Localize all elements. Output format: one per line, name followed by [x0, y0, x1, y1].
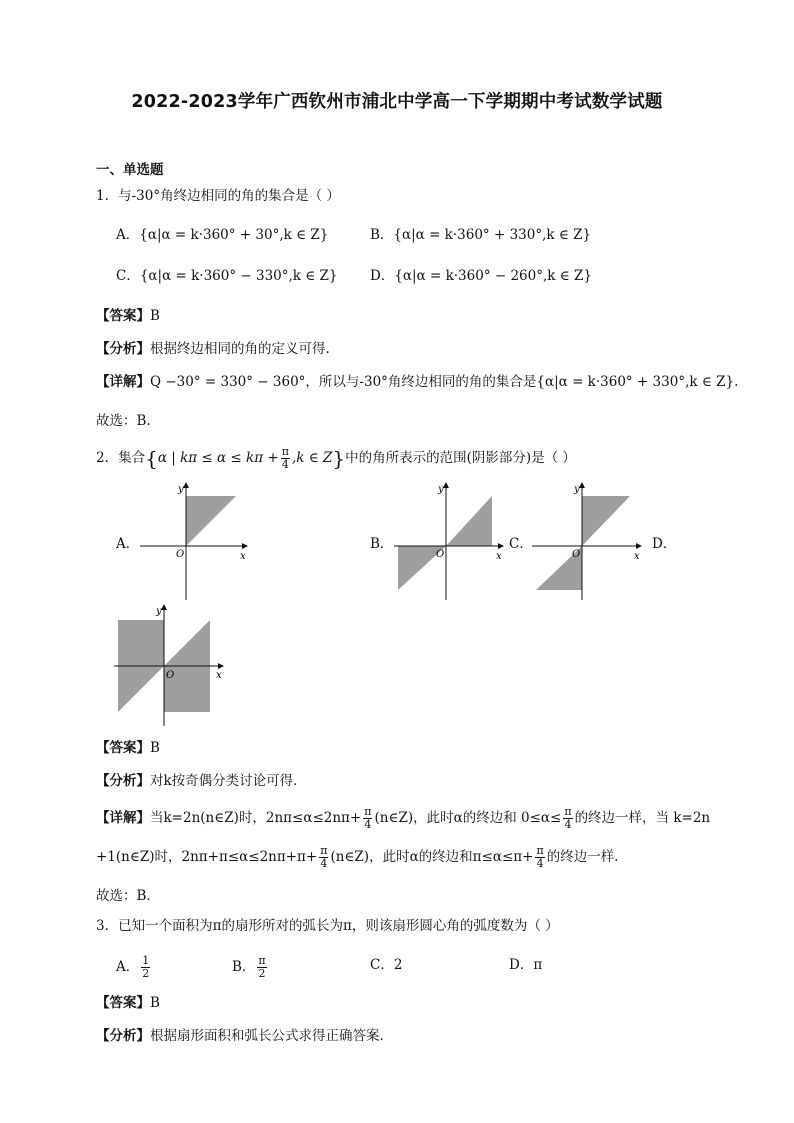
analysis-text: 对k按奇偶分类讨论可得．	[150, 773, 307, 789]
q3-analysis-line	[96, 1026, 384, 1046]
graph-d	[112, 602, 236, 730]
analysis-tag: 【分析】	[96, 1028, 150, 1044]
q2-detail-line-2	[96, 845, 628, 870]
q2-stem	[96, 446, 576, 471]
graph-a	[134, 480, 254, 604]
q2-stem-prefix: 2．集合	[96, 450, 146, 466]
left-brace: {	[145, 446, 158, 471]
y-label: y	[156, 606, 162, 617]
graph-b	[392, 480, 512, 604]
detail-tag: 【详解】	[96, 374, 150, 390]
q2-answer-line	[96, 738, 160, 758]
origin-label: O	[176, 549, 185, 560]
origin-label: O	[572, 549, 581, 560]
x-label: x	[634, 551, 640, 562]
q3-option-c: C．2	[370, 957, 403, 973]
fraction-pi-over-4: $\frac{\pi}{4}$	[564, 805, 572, 831]
q3-option-a: A． $\frac{1}{2}$	[116, 954, 150, 980]
analysis-tag: 【分析】	[96, 341, 150, 357]
q1-answer-line	[96, 306, 160, 326]
fraction-pi-over-4: $\frac{\pi}{4}$	[536, 844, 544, 870]
q1-stem: 1．与-30°角终边相同的角的集合是（ ）	[96, 188, 340, 204]
y-label: y	[574, 484, 580, 495]
q3-stem: 3．已知一个面积为π的扇形所对的弧长为π，则该扇形圆心角的弧度数为（ ）	[96, 918, 559, 934]
graph-c	[530, 480, 650, 604]
y-label: y	[178, 484, 184, 495]
q2-set-fraction: $\frac{\pi}{4}$	[281, 445, 289, 471]
shaded-region-upper	[446, 496, 492, 546]
analysis-tag: 【分析】	[96, 773, 150, 789]
q3-option-d: D．π	[509, 957, 543, 973]
x-label: x	[496, 551, 502, 562]
answer-tag: 【答案】	[96, 995, 150, 1011]
fraction-pi-over-2: $\frac{\pi}{2}$	[258, 954, 266, 980]
q3-option-b: B． $\frac{\pi}{2}$	[232, 954, 266, 980]
q1-choose-line: 故选：B.	[96, 413, 151, 429]
q2-analysis-line	[96, 771, 307, 791]
detail-text-1a: 当k=2n(n∈Z)时，2nπ≤α≤2nπ+	[150, 810, 362, 826]
shaded-upper-left	[118, 620, 164, 666]
x-arrow	[242, 543, 248, 549]
x-label: x	[240, 551, 246, 562]
origin-label: O	[436, 549, 445, 560]
x-label: x	[216, 670, 222, 681]
q1-analysis-line	[96, 339, 330, 359]
y-arrow	[579, 482, 585, 488]
q2-label-b: B．	[370, 536, 394, 552]
y-label: y	[438, 484, 444, 495]
answer-tag: 【答案】	[96, 308, 150, 324]
fraction-pi-over-4: $\frac{\pi}{4}$	[320, 844, 328, 870]
detail-text-1b: (n∈Z)，此时α的终边和 0≤α≤	[374, 810, 562, 826]
q1-option-d: D．{α|α = k·360° − 260°,k ∈ Z}	[370, 268, 593, 284]
q2-label-d: D．	[652, 536, 677, 552]
x-arrow	[636, 543, 642, 549]
detail-text: Q −30° = 330° − 360°，所以与-30°角终边相同的角的集合是{α|α = k·360° + 330°,k ∈ Z}.	[150, 374, 739, 390]
q3-answer-line	[96, 993, 160, 1013]
q2-stem-suffix: 中的角所表示的范围(阴影部分)是（ ）	[345, 450, 576, 466]
section-heading: 一、单选题	[96, 162, 164, 178]
q1-option-b: B．{α|α = k·360° + 330°,k ∈ Z}	[370, 227, 592, 243]
q2-choose-line: 故选：B．	[96, 888, 160, 904]
answer-tag: 【答案】	[96, 740, 150, 756]
y-arrow	[443, 482, 449, 488]
q2-set-left: α | kπ ≤ α ≤ kπ +	[157, 450, 279, 466]
x-arrow	[218, 663, 224, 669]
q1-detail-line	[96, 372, 738, 392]
detail-text-2a: +1(n∈Z)时，2nπ+π≤α≤2nπ+π+	[96, 849, 318, 865]
answer-value: B	[150, 308, 160, 324]
detail-text-2c: 的终边一样．	[546, 849, 628, 865]
origin-label: O	[166, 670, 175, 681]
y-arrow	[161, 604, 167, 610]
shaded-first-quadrant	[164, 620, 210, 666]
y-arrow	[183, 482, 189, 488]
answer-value: B	[150, 740, 160, 756]
x-arrow	[498, 543, 504, 549]
detail-text-1c: 的终边一样，当 k=2n	[574, 810, 711, 826]
fraction-pi-over-4: $\frac{\pi}{4}$	[364, 805, 372, 831]
q2-detail-line-1	[96, 806, 710, 831]
q1-option-a: A．{α|α = k·360° + 30°,k ∈ Z}	[116, 227, 329, 243]
q2-label-c: C．	[509, 536, 533, 552]
shaded-third-quadrant	[118, 666, 164, 712]
page-title: 2022-2023学年广西钦州市浦北中学高一下学期期中考试数学试题	[131, 92, 663, 112]
fraction-one-half: $\frac{1}{2}$	[142, 954, 150, 980]
detail-text-2b: (n∈Z)，此时α的终边和π≤α≤π+	[330, 849, 534, 865]
analysis-text: 根据终边相同的角的定义可得.	[150, 341, 330, 357]
right-brace: }	[332, 446, 346, 471]
shaded-region	[186, 496, 236, 546]
q2-set-right: ,k ∈ Z	[291, 450, 333, 466]
analysis-text: 根据扇形面积和弧长公式求得正确答案.	[150, 1028, 384, 1044]
q1-option-c: C．{α|α = k·360° − 330°,k ∈ Z}	[116, 268, 338, 284]
answer-value: B	[150, 995, 160, 1011]
q2-label-a: A．	[116, 536, 140, 552]
detail-tag: 【详解】	[96, 810, 150, 826]
